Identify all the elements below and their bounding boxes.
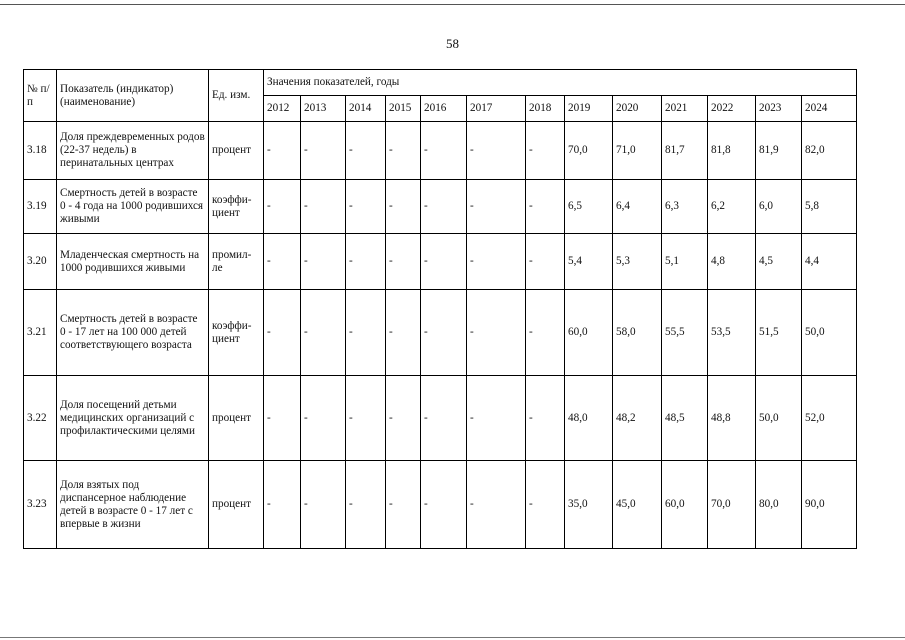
value-cell: - — [467, 180, 526, 234]
value-cell: - — [421, 122, 467, 180]
row-number: 3.20 — [24, 234, 57, 290]
year-header: 2023 — [756, 96, 802, 122]
value-cell: 71,0 — [613, 122, 662, 180]
year-header: 2018 — [526, 96, 565, 122]
year-header: 2012 — [264, 96, 301, 122]
value-cell: - — [467, 122, 526, 180]
value-cell: - — [421, 376, 467, 461]
value-cell: 52,0 — [802, 376, 857, 461]
value-cell: - — [264, 290, 301, 376]
value-cell: 90,0 — [802, 461, 857, 549]
year-header: 2016 — [421, 96, 467, 122]
row-number: 3.18 — [24, 122, 57, 180]
year-header: 2020 — [613, 96, 662, 122]
value-cell: - — [301, 461, 346, 549]
value-cell: 58,0 — [613, 290, 662, 376]
table-row — [24, 122, 857, 180]
value-cell: - — [301, 180, 346, 234]
row-number: 3.19 — [24, 180, 57, 234]
value-cell: 5,3 — [613, 234, 662, 290]
year-header: 2022 — [708, 96, 756, 122]
value-cell: - — [386, 122, 421, 180]
value-cell: - — [421, 180, 467, 234]
indicator-name: Доля взятых под диспансерное наблюдение детей в возрасте 0 - 17 лет с впервые в жизни — [57, 461, 209, 549]
year-header: 2013 — [301, 96, 346, 122]
value-cell: 53,5 — [708, 290, 756, 376]
value-cell: - — [264, 122, 301, 180]
year-header: 2014 — [346, 96, 386, 122]
value-cell: - — [264, 461, 301, 549]
unit-cell: процент — [209, 461, 264, 549]
value-cell: - — [346, 290, 386, 376]
value-cell: 82,0 — [802, 122, 857, 180]
year-header: 2019 — [565, 96, 613, 122]
year-header: 2021 — [662, 96, 708, 122]
value-cell: 5,4 — [565, 234, 613, 290]
value-cell: - — [386, 461, 421, 549]
table-body — [24, 122, 857, 549]
bottom-scan-border — [0, 637, 905, 638]
value-cell: 50,0 — [802, 290, 857, 376]
row-number: 3.23 — [24, 461, 57, 549]
value-cell: - — [386, 290, 421, 376]
value-cell: 70,0 — [708, 461, 756, 549]
value-cell: 6,2 — [708, 180, 756, 234]
unit-cell: промил-ле — [209, 234, 264, 290]
value-cell: - — [526, 376, 565, 461]
value-cell: 6,4 — [613, 180, 662, 234]
col-header-unit: Ед. изм. — [209, 70, 264, 122]
value-cell: - — [264, 376, 301, 461]
year-header: 2015 — [386, 96, 421, 122]
value-cell: - — [526, 461, 565, 549]
value-cell: 50,0 — [756, 376, 802, 461]
value-cell: - — [264, 234, 301, 290]
value-cell: - — [467, 234, 526, 290]
value-cell: - — [526, 122, 565, 180]
value-cell: 81,8 — [708, 122, 756, 180]
value-cell: 4,5 — [756, 234, 802, 290]
table-row — [24, 376, 857, 461]
value-cell: - — [301, 290, 346, 376]
table-row — [24, 234, 857, 290]
value-cell: - — [467, 461, 526, 549]
page-number: 58 — [446, 36, 459, 51]
value-cell: 48,5 — [662, 376, 708, 461]
value-cell: - — [346, 122, 386, 180]
value-cell: 35,0 — [565, 461, 613, 549]
value-cell: - — [301, 122, 346, 180]
value-cell: 5,8 — [802, 180, 857, 234]
indicator-name: Смертность детей в возрасте 0 - 4 года на 1000 родившихся живыми — [57, 180, 209, 234]
unit-cell: коэффи-циент — [209, 290, 264, 376]
header-row — [24, 70, 857, 96]
value-cell: - — [386, 376, 421, 461]
value-cell: - — [421, 461, 467, 549]
col-header-num: № п/п — [24, 70, 57, 122]
value-cell: - — [526, 234, 565, 290]
year-header: 2017 — [467, 96, 526, 122]
value-cell: 51,5 — [756, 290, 802, 376]
value-cell: - — [346, 376, 386, 461]
value-cell: - — [386, 234, 421, 290]
row-number: 3.22 — [24, 376, 57, 461]
value-cell: - — [467, 290, 526, 376]
value-cell: 60,0 — [565, 290, 613, 376]
table-row — [24, 461, 857, 549]
table-row — [24, 180, 857, 234]
row-number: 3.21 — [24, 290, 57, 376]
value-cell: 5,1 — [662, 234, 708, 290]
value-cell: 6,5 — [565, 180, 613, 234]
top-scan-border — [0, 4, 905, 5]
value-cell: - — [346, 461, 386, 549]
col-header-values-group: Значения показателей, годы — [264, 70, 857, 96]
indicator-name: Младенческая смертность на 1000 родившихся живыми — [57, 234, 209, 290]
value-cell: - — [421, 234, 467, 290]
value-cell: - — [386, 180, 421, 234]
value-cell: 81,7 — [662, 122, 708, 180]
indicators-table — [23, 69, 857, 549]
table-row — [24, 290, 857, 376]
value-cell: - — [526, 290, 565, 376]
value-cell: 55,5 — [662, 290, 708, 376]
value-cell: 4,4 — [802, 234, 857, 290]
value-cell: 81,9 — [756, 122, 802, 180]
value-cell: - — [346, 180, 386, 234]
value-cell: 48,2 — [613, 376, 662, 461]
col-header-indicator: Показатель (индикатор) (наименование) — [57, 70, 209, 122]
indicator-name: Доля посещений детьми медицинских организаций с профилактическими целями — [57, 376, 209, 461]
value-cell: 48,8 — [708, 376, 756, 461]
value-cell: 48,0 — [565, 376, 613, 461]
value-cell: - — [301, 376, 346, 461]
unit-cell: процент — [209, 122, 264, 180]
value-cell: 6,3 — [662, 180, 708, 234]
value-cell: - — [526, 180, 565, 234]
table-header — [24, 70, 857, 122]
value-cell: 80,0 — [756, 461, 802, 549]
year-header: 2024 — [802, 96, 857, 122]
value-cell: 60,0 — [662, 461, 708, 549]
value-cell: - — [346, 234, 386, 290]
value-cell: - — [301, 234, 346, 290]
value-cell: 6,0 — [756, 180, 802, 234]
indicator-name: Доля преждевременных родов (22-37 недель) в перинатальных центрах — [57, 122, 209, 180]
indicator-name: Смертность детей в возрасте 0 - 17 лет на 100 000 детей соответствующего возраста — [57, 290, 209, 376]
unit-cell: процент — [209, 376, 264, 461]
value-cell: - — [264, 180, 301, 234]
value-cell: 4,8 — [708, 234, 756, 290]
unit-cell: коэффи-циент — [209, 180, 264, 234]
value-cell: 70,0 — [565, 122, 613, 180]
value-cell: - — [421, 290, 467, 376]
value-cell: 45,0 — [613, 461, 662, 549]
value-cell: - — [467, 376, 526, 461]
